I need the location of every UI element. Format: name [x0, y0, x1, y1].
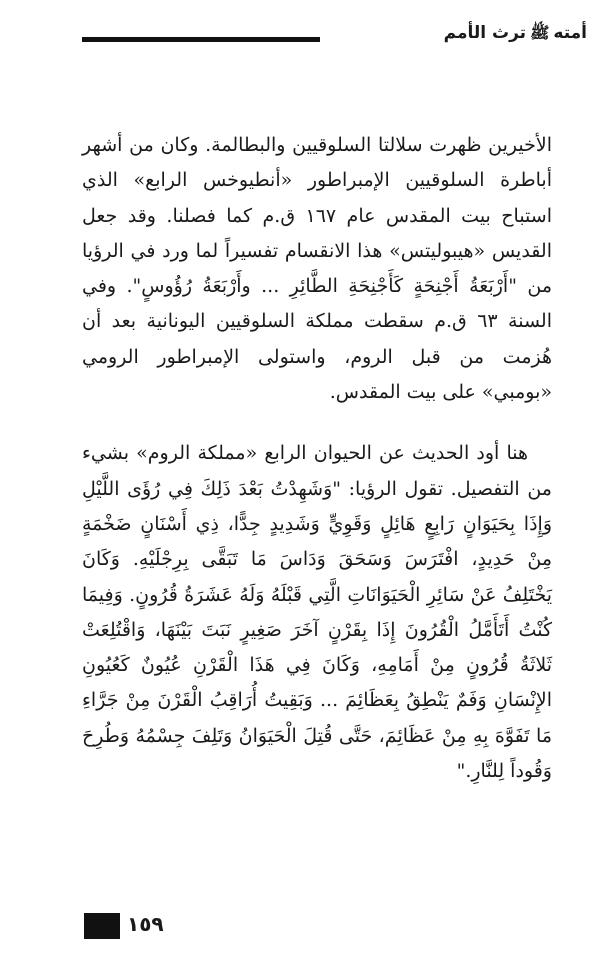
header-rule: [82, 37, 320, 42]
honorific-symbol: ﷺ: [530, 23, 550, 42]
page-body: [82, 128, 552, 789]
book-title-left: أمته: [553, 23, 587, 43]
book-title: [444, 23, 587, 46]
page-number: ١٥٩: [127, 912, 164, 936]
paragraph-1: الأخيرين ظهرت سلالتا السلوقيين والبطالمة. وكان من أشهر أباطرة السلوقيين الإمبراطور «أنطيوخس الرابع» الذي استباح بيت المقدس عام ١٦٧ ق.م كما فصلنا. وقد جعل القديس «هيبوليتس» هذا الانقسام تفسيراً لما ورد في الرؤيا من "أَرْبَعَةُ أَجْنِحَةٍ كَأَجْنِحَةِ الطَّائِرِ ... وأَرْبَعَةُ رُؤُوسٍ". وفي السنة ٦٣ ق.م سقطت مملكة السلوقيين اليونانية بعد أن هُزمت من قبل الروم، واستولى الإمبراطور الرومي «بومبي» على بيت المقدس.: [82, 134, 552, 404]
paragraph-2: هنا أود الحديث عن الحيوان الرابع «مملكة الروم» بشيء من التفصيل. تقول الرؤيا: "وَشَهِدْتُ بَعْدَ ذَلِكَ فِي رُؤَى اللَّيْلِ وَإِذَا بِحَيَوَانٍ رَابِعٍ هَائِلٍ وَقَوِيٍّ وَشَدِيدٍ جِدًّا، ذِي أَسْنَانٍ ضَخْمَةٍ مِنْ حَدِيدٍ، افْتَرَسَ وَسَحَقَ وَدَاسَ مَا تَبَقَّى بِرِجْلَيْهِ. وَكَانَ يَخْتَلِفُ عَنْ سَائِرِ الْحَيَوَانَاتِ الَّتِي قَبْلَهُ وَلَهُ عَشَرَةُ قُرُونٍ. وَفِيمَا كُنْتُ أَتَأَمَّلُ الْقُرُونَ إِذَا بِقَرْنٍ آخَرَ صَغِيرٍ نَبَتَ بَيْنَهَا، وَاقْتُلِعَتْ ثَلاثَةُ قُرُونٍ مِنْ أَمَامِهِ، وَكَانَ فِي هَذَا الْقَرْنِ عُيُونٌ كَعُيُونِ الإِنْسَانِ وَفَمٌ يَنْطِقُ بِعَظَائِمَ ... وَبَقِيتُ أُرَاقِبُ الْقَرْنَ مِنْ جَرَّاءِ مَا تَفَوَّهَ بِهِ مِنْ عَظَائِمَ، حَتَّى قُتِلَ الْحَيَوَانُ وَتَلِفَ جِسْمُهُ وَطُرِحَ وَقُوداً لِلنَّارِ.": [82, 442, 553, 783]
footer-block: [84, 913, 120, 939]
running-header: [0, 18, 611, 58]
book-title-right: ترث الأمم: [443, 23, 527, 43]
